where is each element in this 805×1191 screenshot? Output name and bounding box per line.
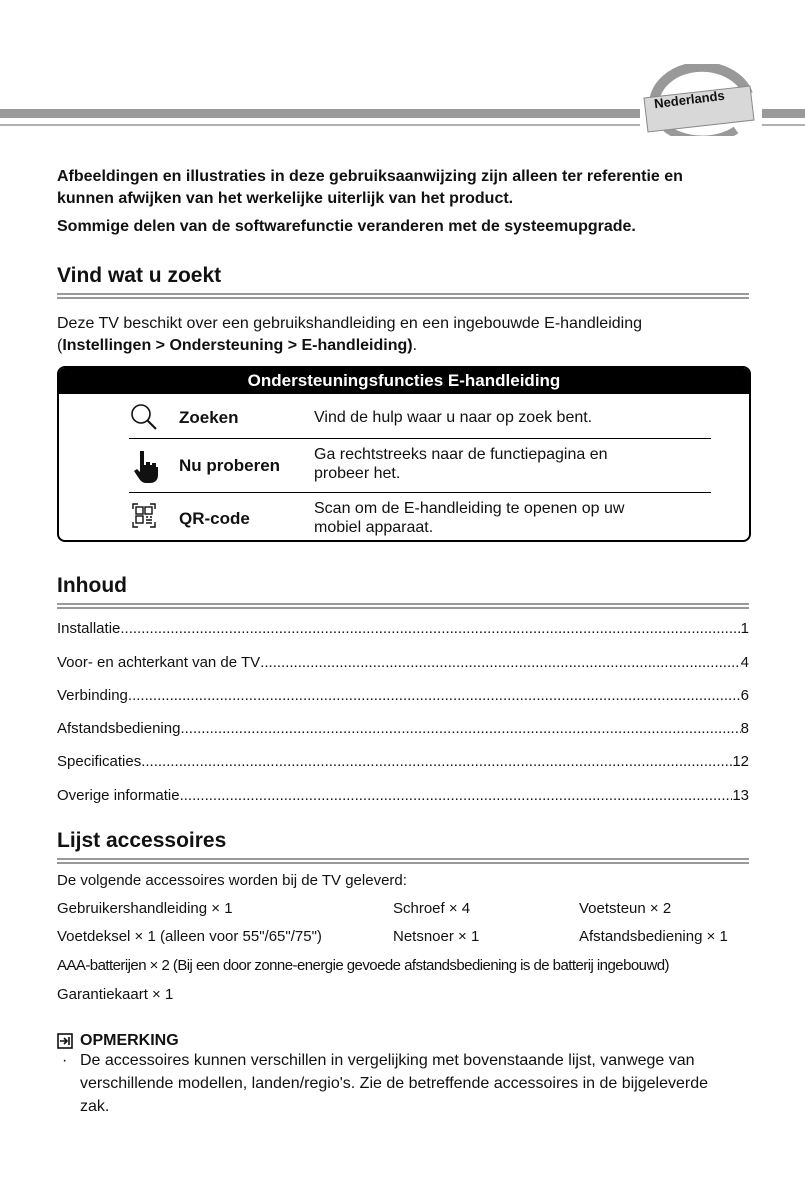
- search-icon: [129, 402, 159, 432]
- find-text-1: Deze TV beschikt over een gebruikshandleiding en een ingebouwde E-handleiding: [57, 315, 642, 332]
- feature-desc: Ga rechtstreeks naar de functiepagina en: [314, 446, 608, 463]
- accessory-item: AAA-batterijen × 2 (Bij een door zonne-energie gevoede afstandsbediening is de batterij ingebouwd): [57, 957, 669, 974]
- intro-line-3: Sommige delen van de softwarefunctie veranderen met de systeemupgrade.: [57, 218, 636, 235]
- feature-label: Nu proberen: [179, 456, 281, 475]
- intro-line-1: Afbeeldingen en illustraties in deze gebruiksaanwijzing zijn alleen ter referentie en: [57, 168, 683, 185]
- note-line: verschillende modellen, landen/regio's. Zie de betreffende accessoires in de bijgeleverde: [80, 1075, 709, 1092]
- toc-item[interactable]: Specificaties ..... 12: [57, 753, 749, 770]
- note-line: De accessoires kunnen verschillen in vergelijking met bovenstaande lijst, vanwege van: [80, 1052, 695, 1069]
- qr-code-icon: [131, 503, 157, 529]
- find-text-2: (Instellingen > Ondersteuning > E-handleiding).: [57, 337, 418, 354]
- section-title-find: Vind wat u zoekt: [57, 264, 222, 287]
- accessory-item: Schroef × 4: [393, 900, 471, 917]
- header-bar-left: [0, 109, 640, 118]
- section-title-accessories: Lijst accessoires: [57, 829, 227, 852]
- accessory-item: Voetdeksel × 1 (alleen voor 55"/65"/75"): [57, 928, 322, 945]
- accessory-item: Afstandsbediening × 1: [579, 928, 728, 945]
- note-line: zak.: [80, 1098, 110, 1115]
- language-tab: Nederlands: [653, 87, 726, 112]
- note-icon: [57, 1033, 73, 1049]
- toc-item[interactable]: Voor- en achterkant van de TV ..... 4: [57, 654, 749, 671]
- note-title: OPMERKING: [80, 1032, 179, 1049]
- toc-item[interactable]: Afstandsbediening ..... 8: [57, 720, 749, 737]
- feature-row-search: [129, 394, 711, 439]
- feature-row-qr: [129, 493, 711, 538]
- section-title-contents: Inhoud: [57, 574, 127, 597]
- section-rule: [57, 858, 749, 864]
- feature-desc-2: probeer het.: [314, 465, 401, 482]
- box-title: Ondersteuningsfuncties E-handleiding: [59, 368, 749, 394]
- accessory-item: Garantiekaart × 1: [57, 986, 174, 1003]
- accessory-item: Netsnoer × 1: [393, 928, 480, 945]
- accessory-item: Voetsteun × 2: [579, 900, 672, 917]
- accessory-item: Gebruikershandleiding × 1: [57, 900, 233, 917]
- toc-item[interactable]: Verbinding ..... 6: [57, 687, 749, 704]
- toc-item[interactable]: Overige informatie ..... 13: [57, 787, 749, 804]
- section-rule: [57, 603, 749, 609]
- header-line-right: [762, 124, 805, 126]
- hand-pointer-icon: [134, 449, 160, 483]
- section-rule: [57, 293, 749, 299]
- feature-desc: Scan om de E-handleiding te openen op uw: [314, 500, 625, 517]
- toc-item[interactable]: Installatie ..... 1: [57, 620, 749, 637]
- e-manual-features-box: [57, 366, 751, 542]
- accessories-intro: De volgende accessoires worden bij de TV geleverd:: [57, 872, 407, 889]
- feature-label: Zoeken: [179, 408, 239, 427]
- feature-label: QR-code: [179, 509, 250, 528]
- header-line-left: [0, 124, 640, 126]
- header-bar-right: [762, 109, 805, 118]
- feature-desc: Vind de hulp waar u naar op zoek bent.: [314, 409, 593, 426]
- feature-row-try-now: [129, 439, 711, 493]
- note-bullet: ·: [62, 1052, 68, 1069]
- feature-desc-2: mobiel apparaat.: [314, 519, 434, 536]
- intro-line-2: kunnen afwijken van het werkelijke uiterlijk van het product.: [57, 190, 514, 207]
